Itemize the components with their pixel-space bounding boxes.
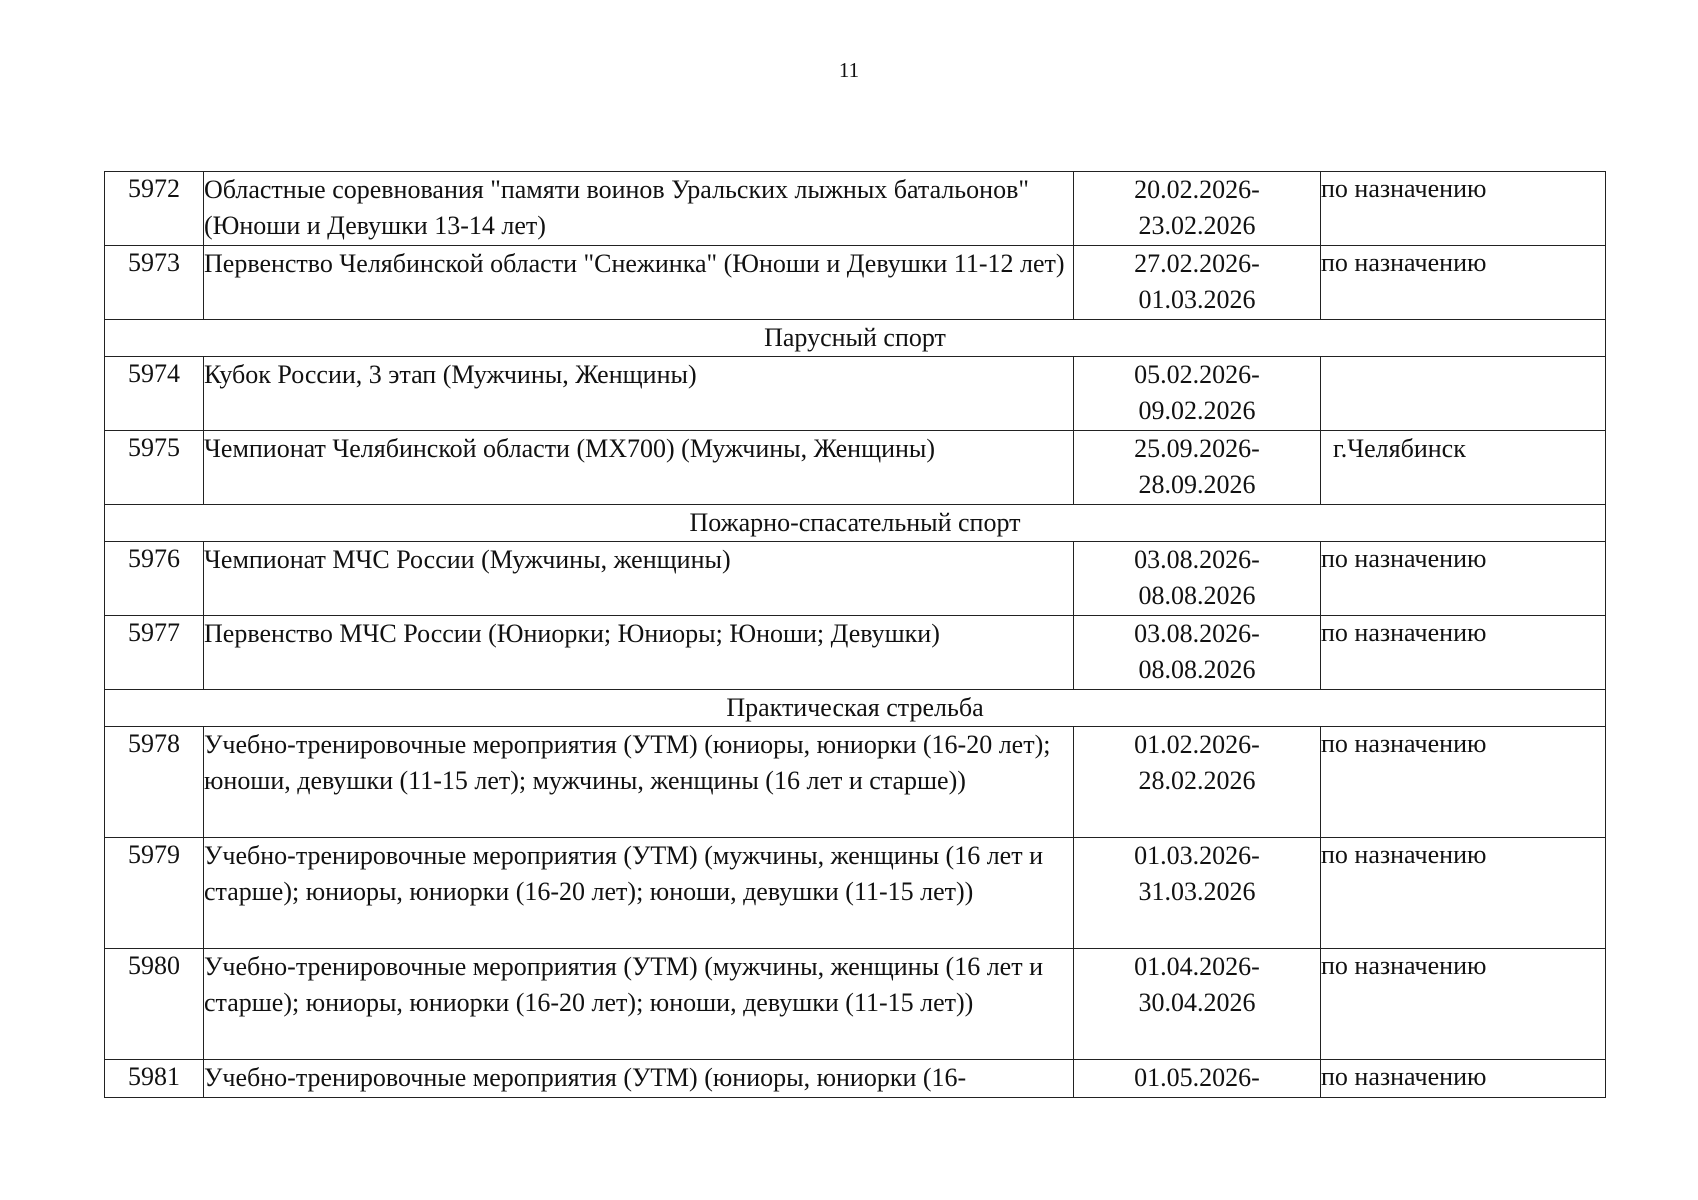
event-number: 5978	[105, 727, 204, 838]
table-row	[105, 431, 1606, 505]
page-number: 11	[838, 58, 860, 82]
event-number: 5974	[105, 357, 204, 431]
date-start: 03.08.2026-	[1134, 545, 1260, 574]
event-number: 5981	[105, 1060, 204, 1098]
event-name: Кубок России, 3 этап (Мужчины, Женщины)	[204, 357, 1074, 431]
event-dates	[1074, 727, 1321, 838]
event-place: по назначению	[1321, 616, 1606, 690]
date-start: 01.04.2026-	[1134, 952, 1260, 981]
date-end: 08.08.2026	[1138, 581, 1256, 610]
event-dates	[1074, 357, 1321, 431]
event-number: 5972	[105, 172, 204, 246]
date-end: 28.09.2026	[1138, 470, 1256, 499]
table-row	[105, 172, 1606, 246]
section-title: Парусный спорт	[105, 320, 1606, 357]
event-place: по назначению	[1321, 1060, 1606, 1098]
event-name: Учебно-тренировочные мероприятия (УТМ) (юниоры, юниорки (16-	[204, 1060, 1074, 1098]
table-row	[105, 1060, 1606, 1098]
table-row	[105, 542, 1606, 616]
event-place: г.Челябинск	[1321, 431, 1606, 505]
event-dates	[1074, 1060, 1321, 1098]
section-title: Пожарно-спасательный спорт	[105, 505, 1606, 542]
date-end: 30.04.2026	[1138, 988, 1256, 1017]
date-end: 28.02.2026	[1138, 766, 1256, 795]
event-number: 5980	[105, 949, 204, 1060]
date-start: 03.08.2026-	[1134, 619, 1260, 648]
event-place: по назначению	[1321, 542, 1606, 616]
event-place	[1321, 357, 1606, 431]
event-name: Первенство МЧС России (Юниорки; Юниоры; Юноши; Девушки)	[204, 616, 1074, 690]
date-start: 25.09.2026-	[1134, 434, 1260, 463]
table-row	[105, 727, 1606, 838]
section-row	[105, 320, 1606, 357]
event-dates	[1074, 431, 1321, 505]
event-dates	[1074, 542, 1321, 616]
date-start: 05.02.2026-	[1134, 360, 1260, 389]
event-number: 5979	[105, 838, 204, 949]
event-number: 5973	[105, 246, 204, 320]
date-end: 23.02.2026	[1138, 211, 1256, 240]
date-start: 27.02.2026-	[1134, 249, 1260, 278]
event-place: по назначению	[1321, 727, 1606, 838]
event-number: 5976	[105, 542, 204, 616]
event-name: Учебно-тренировочные мероприятия (УТМ) (мужчины, женщины (16 лет и старше); юниоры, юниорки (16-20 лет); юноши, девушки (11-15 лет))	[204, 949, 1074, 1060]
event-name: Областные соревнования "памяти воинов Уральских лыжных батальонов" (Юноши и Девушки 13-14 лет)	[204, 172, 1074, 246]
events-table	[104, 171, 1606, 1098]
section-row	[105, 690, 1606, 727]
event-name: Чемпионат Челябинской области (МХ700) (Мужчины, Женщины)	[204, 431, 1074, 505]
event-dates	[1074, 838, 1321, 949]
event-name: Учебно-тренировочные мероприятия (УТМ) (юниоры, юниорки (16-20 лет); юноши, девушки (11-15 лет); мужчины, женщины (16 лет и старше))	[204, 727, 1074, 838]
event-name: Чемпионат МЧС России (Мужчины, женщины)	[204, 542, 1074, 616]
date-start: 20.02.2026-	[1134, 175, 1260, 204]
date-end: 01.03.2026	[1138, 285, 1256, 314]
table-row	[105, 616, 1606, 690]
event-name: Учебно-тренировочные мероприятия (УТМ) (мужчины, женщины (16 лет и старше); юниоры, юниорки (16-20 лет); юноши, девушки (11-15 лет))	[204, 838, 1074, 949]
event-place: по назначению	[1321, 172, 1606, 246]
date-start: 01.02.2026-	[1134, 730, 1260, 759]
table-row	[105, 246, 1606, 320]
section-title: Практическая стрельба	[105, 690, 1606, 727]
table-row	[105, 949, 1606, 1060]
date-start: 01.03.2026-	[1134, 841, 1260, 870]
table-row	[105, 838, 1606, 949]
date-start: 01.05.2026-	[1134, 1063, 1260, 1092]
event-place: по назначению	[1321, 838, 1606, 949]
event-dates	[1074, 172, 1321, 246]
table-row	[105, 357, 1606, 431]
event-number: 5977	[105, 616, 204, 690]
event-dates	[1074, 949, 1321, 1060]
date-end: 31.03.2026	[1138, 877, 1256, 906]
event-dates	[1074, 246, 1321, 320]
date-end: 09.02.2026	[1138, 396, 1256, 425]
event-number: 5975	[105, 431, 204, 505]
event-place: по назначению	[1321, 246, 1606, 320]
section-row	[105, 505, 1606, 542]
event-place: по назначению	[1321, 949, 1606, 1060]
date-end: 08.08.2026	[1138, 655, 1256, 684]
event-dates	[1074, 616, 1321, 690]
event-name: Первенство Челябинской области "Снежинка" (Юноши и Девушки 11-12 лет)	[204, 246, 1074, 320]
